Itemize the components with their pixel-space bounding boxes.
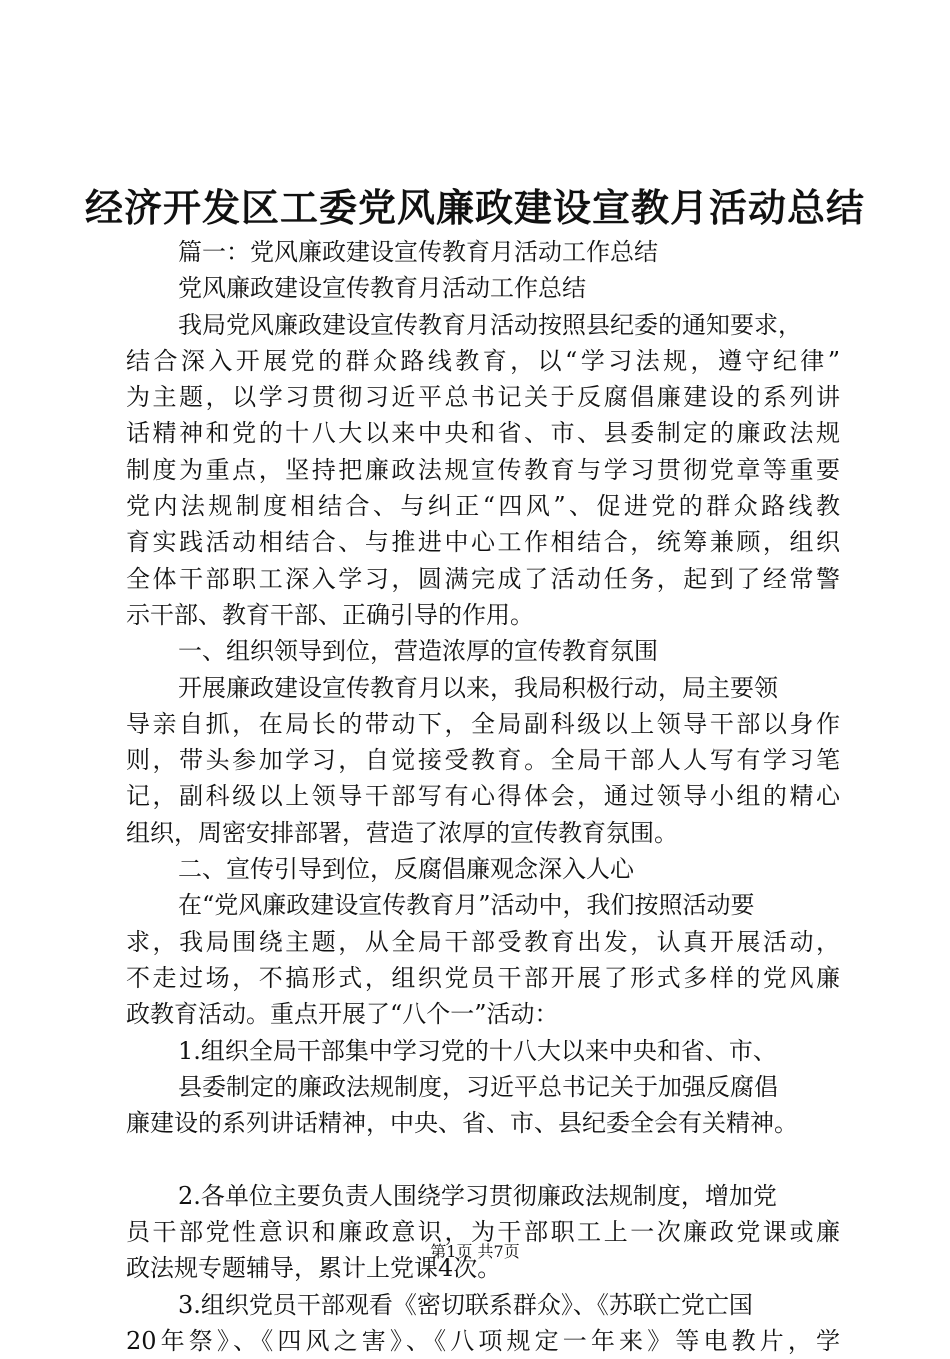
text-line: 党内法规制度相结合、与纠正“四风”、促进党的群众路线教 <box>126 492 840 521</box>
section-heading: 二、宣传引导到位，反腐倡廉观念深入人心 <box>178 855 634 884</box>
list-item: 1.组织全局干部集中学习党的十八大以来中央和省、市、 <box>178 1036 777 1065</box>
text-line: 开展廉政建设宣传教育月以来，我局积极行动，局主要领 <box>178 673 778 702</box>
page-number: 第1页 共7页 <box>430 1242 520 1261</box>
text-line: 结合深入开展党的群众路线教育，以“学习法规，遵守纪律” <box>126 346 840 375</box>
text-line: 为主题，以学习贯彻习近平总书记关于反腐倡廉建设的系列讲 <box>126 383 840 412</box>
text-line: 导亲自抓，在局长的带动下，全局副科级以上领导干部以身作 <box>126 709 840 738</box>
document-title: 经济开发区工委党风廉政建设宣教月活动总结 <box>84 186 865 230</box>
text-line: 制度为重点，坚持把廉政法规宣传教育与学习贯彻党章等重要 <box>126 455 840 484</box>
text-line: 廉建设的系列讲话精神，中央、省、市、县纪委全会有关精神。 <box>126 1109 798 1138</box>
text-line: 20年祭》、《四风之害》、《八项规定一年来》等电教片，学 <box>126 1326 840 1355</box>
text-line: 不走过场，不搞形式，组织党员干部开展了形式多样的党风廉 <box>126 963 840 992</box>
text-line: 求，我局围绕主题，从全局干部受教育出发，认真开展活动， <box>126 927 840 956</box>
text-line: 政法规专题辅导，累计上党课4次。 <box>126 1254 502 1283</box>
text-line: 政教育活动。重点开展了“八个一”活动： <box>126 1000 559 1029</box>
list-item: 3.组织党员干部观看《密切联系群众》、《苏联亡党亡国 <box>178 1290 753 1319</box>
document-body <box>126 234 840 1359</box>
text-line: 我局党风廉政建设宣传教育月活动按照县纪委的通知要求， <box>178 310 802 339</box>
text-line: 话精神和党的十八大以来中央和省、市、县委制定的廉政法规 <box>126 419 840 448</box>
text-line: 组织，周密安排部署，营造了浓厚的宣传教育氛围。 <box>126 818 678 847</box>
text-line: 在“党风廉政建设宣传教育月”活动中，我们按照活动要 <box>178 891 755 920</box>
text-line: 全体干部职工深入学习，圆满完成了活动任务，起到了经常警 <box>126 564 840 593</box>
text-line: 记，副科级以上领导干部写有心得体会，通过领导小组的精心 <box>126 782 840 811</box>
text-line: 县委制定的廉政法规制度，习近平总书记关于加强反腐倡 <box>178 1072 778 1101</box>
list-item: 2.各单位主要负责人围绕学习贯彻廉政法规制度，增加党 <box>178 1181 777 1210</box>
text-line: 示干部、教育干部、正确引导的作用。 <box>126 600 534 629</box>
paragraph-gap <box>126 1141 840 1177</box>
text-line: 篇一：党风廉政建设宣传教育月活动工作总结 <box>178 238 658 266</box>
section-heading: 一、组织领导到位，营造浓厚的宣传教育氛围 <box>178 637 658 666</box>
text-line: 则，带头参加学习，自觉接受教育。全局干部人人写有学习笔 <box>126 746 840 775</box>
text-line: 员干部党性意识和廉政意识，为干部职工上一次廉政党课或廉 <box>126 1218 840 1247</box>
text-line: 党风廉政建设宣传教育月活动工作总结 <box>178 274 586 303</box>
text-line: 育实践活动相结合、与推进中心工作相结合，统筹兼顾，组织 <box>126 528 840 557</box>
